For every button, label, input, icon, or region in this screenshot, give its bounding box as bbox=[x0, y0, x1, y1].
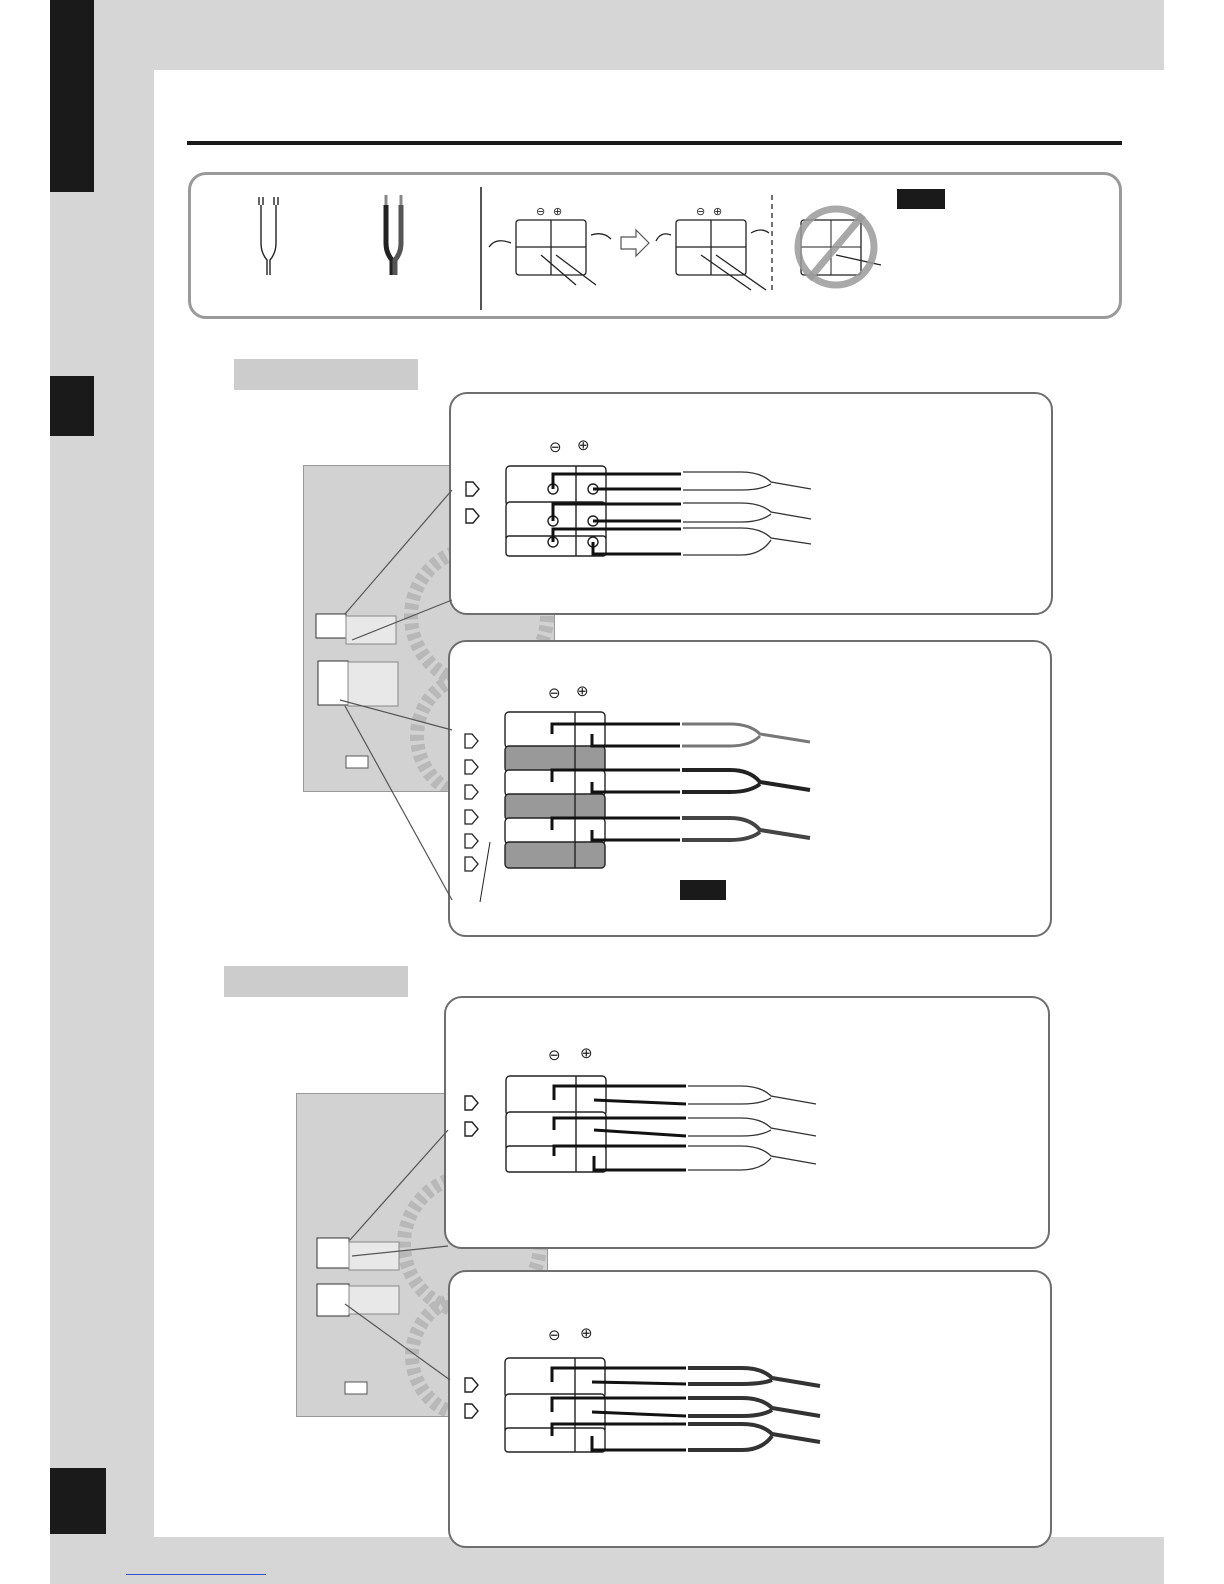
polarity-minus-label: ⊖ bbox=[549, 439, 562, 456]
polarity-plus-label: ⊕ bbox=[553, 206, 563, 218]
polarity-minus-label: ⊖ bbox=[696, 206, 706, 218]
polarity-plus-label: ⊕ bbox=[580, 1325, 593, 1342]
polarity-minus-label: ⊖ bbox=[548, 685, 561, 702]
polarity-plus-label: ⊕ bbox=[576, 683, 589, 700]
polarity-minus-label: ⊖ bbox=[536, 206, 546, 218]
polarity-plus-label: ⊕ bbox=[580, 1045, 593, 1062]
polarity-minus-label: ⊖ bbox=[548, 1327, 561, 1344]
polarity-plus-label: ⊕ bbox=[713, 206, 723, 218]
polarity-plus-label: ⊕ bbox=[577, 437, 590, 454]
polarity-minus-label: ⊖ bbox=[548, 1047, 561, 1064]
